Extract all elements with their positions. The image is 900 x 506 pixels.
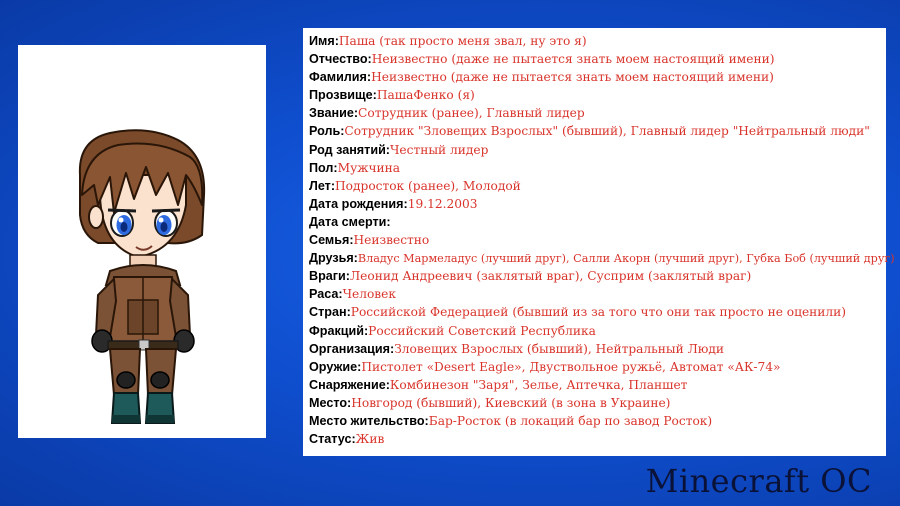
- info-row-race: Раса:Человек: [309, 287, 396, 302]
- country-note: (бывший из за того что они так просто не оценили): [512, 305, 847, 320]
- info-row-surname: Фамилия:Неизвестно (даже не пытается знать моем настоящий имени): [309, 70, 774, 85]
- info-row-occupation: Род занятий:Честный лидер: [309, 142, 489, 157]
- footer-caption: Minecraft OC: [645, 462, 872, 500]
- info-row-patronymic: Отчество:Неизвестно (даже не пытается знать моем настоящий имени): [309, 52, 775, 67]
- info-row-country: Стран:Российской Федерацией (бывший из за того что они так просто не оценили): [309, 305, 847, 320]
- info-row-organization: Организация:Зловещих Взрослых (бывший), Нейтральный Люди: [309, 341, 725, 356]
- info-row-age: Лет:Подросток (ранее), Молодой: [309, 178, 521, 193]
- info-row-family: Семья:Неизвестно: [309, 233, 430, 248]
- character-portrait-panel: [18, 45, 266, 438]
- info-row-death-date: Дата смерти:: [309, 214, 391, 229]
- info-row-rank: Звание:Сотрудник (ранее), Главный лидер: [309, 106, 585, 121]
- info-row-nickname: Прозвище:ПашаФенко (я): [309, 88, 475, 103]
- info-row-status: Статус:Жив: [309, 432, 385, 447]
- info-row-residence: Место жительство:Бар-Росток (в локаций бар по завод Росток): [309, 413, 713, 428]
- info-row-weapons: Оружие:Пистолет «Desert Eagle», Двуствольное ружьё, Автомат «АК-74»: [309, 359, 781, 374]
- info-row-friends: Друзья:Владус Мармеладус (лучший друг), Салли Акорн (лучший друг), Губка Боб (лучший друг): [309, 251, 895, 266]
- info-row-faction: Фракций:Российский Советский Республика: [309, 323, 596, 338]
- info-row-gender: Пол:Мужчина: [309, 160, 401, 175]
- info-row-birth-date: Дата рождения:19.12.2003: [309, 196, 478, 211]
- info-row-location: Место:Новгород (бывший), Киевский (в зона в Украине): [309, 395, 671, 410]
- info-row-name: Имя:Паша (так просто меня звал, ну это я): [309, 34, 587, 48]
- info-row-enemies: Враги:Леонид Андреевич (заклятый враг), Сусприм (заклятый враг): [309, 269, 752, 284]
- character-illustration: [18, 45, 266, 438]
- character-info-panel: [303, 28, 895, 456]
- info-row-role: Роль:Сотрудник "Зловещих Взрослых" (бывший), Главный лидер "Нейтральный люди": [309, 124, 870, 139]
- info-row-equipment: Снаряжение:Комбинезон "Заря", Зелье, Аптечка, Планшет: [309, 377, 688, 392]
